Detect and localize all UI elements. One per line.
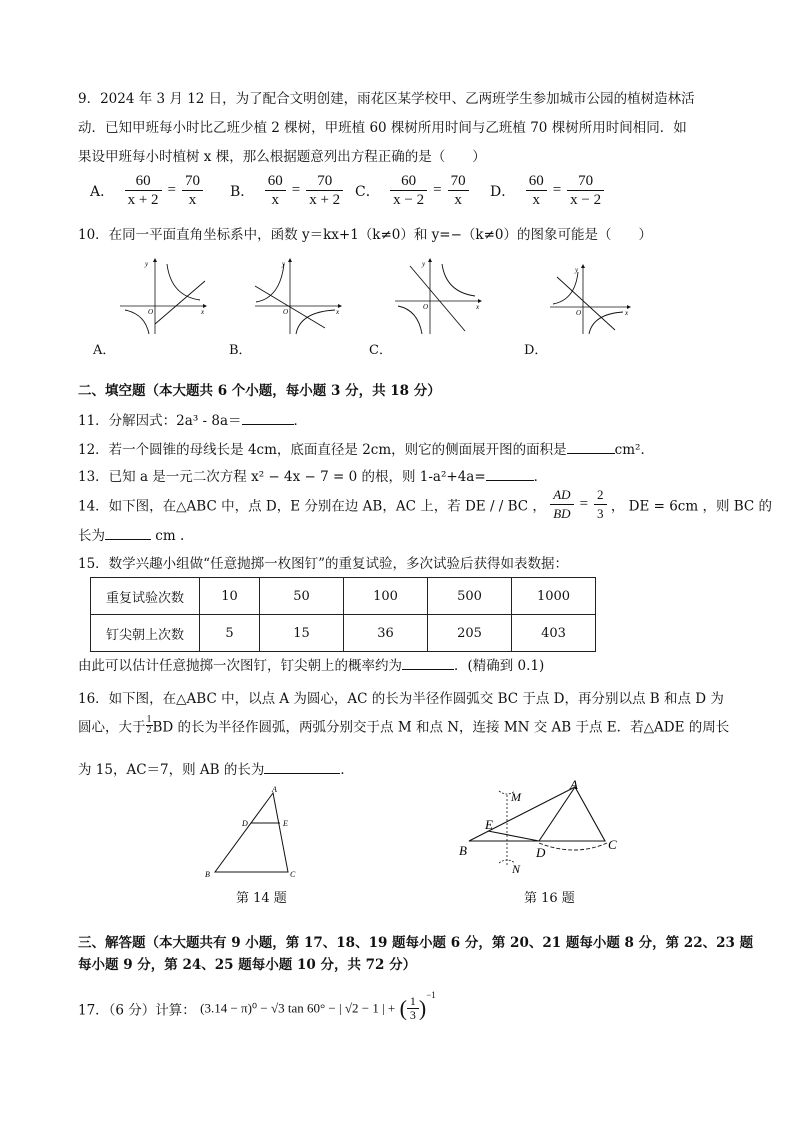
q14-answer-blank[interactable] — [105, 525, 151, 540]
q9-line2: 动．已知甲班每小时比乙班少植 2 棵树，甲班植 60 棵树所用时间与乙班植 70 棵树所用时间相同．如 — [78, 120, 687, 136]
figure-16 — [455, 775, 630, 880]
q10-graph-d[interactable] — [545, 262, 635, 337]
table-row: 重复试验次数 10 50 100 500 1000 — [91, 578, 596, 615]
q11-answer-blank[interactable] — [242, 410, 294, 425]
svg-text:B: B — [205, 870, 210, 879]
q15-data-table — [90, 577, 596, 652]
q9-option-b[interactable]: B． $\frac{60}{x}$ = $\frac{70}{x + 2}$ — [230, 172, 343, 209]
svg-text:x: x — [201, 308, 205, 316]
svg-text:B: B — [459, 843, 467, 858]
figure-14-caption: 第 14 题 — [236, 891, 287, 906]
svg-text:x: x — [336, 308, 340, 316]
q10-graph-c[interactable] — [390, 256, 485, 336]
svg-text:O: O — [576, 309, 582, 317]
svg-text:E: E — [485, 817, 493, 832]
q9-line1: 9．2024 年 3 月 12 日，为了配合文明创建，雨花区某学校甲、乙两班学生参加城市公园的植树造林活 — [78, 91, 695, 107]
section2-heading: 二、填空题（本大题共 6 个小题，每小题 3 分，共 18 分） — [78, 383, 441, 399]
q15-text: 15．数学兴趣小组做“任意抛掷一枚图钉”的重复试验，多次试验后获得如表数据： — [78, 556, 568, 572]
svg-text:O: O — [148, 308, 154, 316]
section3-heading-line2: 每小题 9 分，第 24、25 题每小题 10 分，共 72 分） — [78, 957, 417, 973]
q10-label-c: C． — [369, 343, 392, 358]
svg-text:y: y — [575, 266, 579, 274]
svg-text:C: C — [608, 837, 617, 852]
svg-text:x: x — [476, 303, 480, 311]
q11: 11．分解因式：2a³ - 8a＝ ． — [78, 409, 307, 429]
q16-answer-blank[interactable] — [264, 759, 340, 774]
q15-after: 由此可以估计任意抛掷一次图钉，钉尖朝上的概率约为 ．(精确到 0.1) — [78, 654, 544, 674]
q16-line3: 为 15，AC＝7，则 AB 的长为 ． — [78, 758, 354, 778]
q14-line1: 14．如下图，在△ABC 中，点 D，E 分别在边 AB，AC 上，若 DE / / BC ， $\frac{AD}{BD}$ = $\frac{2}{3}$ ， DE = 6cm ，则 BC 的 — [78, 487, 773, 521]
q13: 13．已知 a 是一元二次方程 x² − 4x − 7 = 0 的根，则 1-a²+4a= ． — [78, 465, 547, 485]
svg-text:E: E — [283, 819, 288, 828]
q17: 17．（6 分）计算： (3.14 − π)⁰ − √3 tan 60° − | √2 − 1 | + ( $\frac{1}{3}$ )$^{-1}$ — [78, 990, 436, 1022]
svg-text:N: N — [512, 862, 521, 876]
svg-text:y: y — [282, 260, 286, 268]
q12-answer-blank[interactable] — [567, 439, 615, 454]
section3-heading-line1: 三、解答题（本大题共有 9 小题，第 17、18、19 题每小题 6 分，第 20、21 题每小题 8 分，第 22、23 题 — [78, 935, 754, 951]
svg-text:M: M — [511, 790, 521, 804]
q10-label-d: D． — [524, 343, 548, 358]
q16-line2: 圆心，大于 $\frac{1}{2}$ BD 的长为半径作圆弧，两弧分别交于点 M 和点 N，连接 MN 交 AB 于点 E．若△ADE 的周长 — [78, 714, 730, 736]
q10-graph-a[interactable] — [115, 256, 210, 336]
q10-label-a: A． — [93, 343, 116, 358]
q9-line3: 果设甲班每小时植树 x 棵，那么根据题意列出方程正确的是（ ） — [78, 149, 486, 165]
q10-text: 10．在同一平面直角坐标系中，函数 y＝kx+1（k≠0）和 y=−（k≠0）的图象可能是（ ） — [78, 227, 652, 243]
q9-option-a[interactable]: A． $\frac{60}{x + 2}$ = $\frac{70}{x}$ — [90, 172, 203, 209]
q9-option-d[interactable]: D． $\frac{60}{x}$ = $\frac{70}{x - 2}$ — [490, 172, 604, 209]
q13-answer-blank[interactable] — [486, 466, 534, 481]
q14-line2: 长为 cm . — [78, 524, 184, 544]
svg-text:y: y — [422, 260, 426, 268]
svg-text:O: O — [423, 303, 429, 311]
q10-label-b: B． — [229, 343, 252, 358]
svg-text:D: D — [536, 845, 546, 860]
svg-text:x: x — [625, 309, 629, 317]
q16-line1: 16．如下图，在△ABC 中，以点 A 为圆心，AC 的长为半径作圆弧交 BC 于点 D，再分别以点 B 和点 D 为 — [78, 691, 724, 707]
svg-text:y: y — [145, 260, 149, 268]
figure-14 — [200, 785, 300, 880]
svg-text:A: A — [272, 785, 277, 794]
q15-answer-blank[interactable] — [402, 655, 454, 670]
svg-text:A: A — [570, 777, 578, 792]
figure-16-caption: 第 16 题 — [524, 891, 575, 906]
q12: 12．若一个圆锥的母线长是 4cm，底面直径是 2cm，则它的侧面展开图的面积是 cm²． — [78, 438, 654, 458]
svg-text:D: D — [242, 819, 248, 828]
svg-text:C: C — [290, 870, 296, 879]
q9-option-c[interactable]: C． $\frac{60}{x - 2}$ = $\frac{70}{x}$ — [355, 172, 469, 209]
svg-text:O: O — [283, 308, 289, 316]
table-row: 钉尖朝上次数 5 15 36 205 403 — [91, 615, 596, 652]
q10-graph-b[interactable] — [250, 256, 345, 336]
